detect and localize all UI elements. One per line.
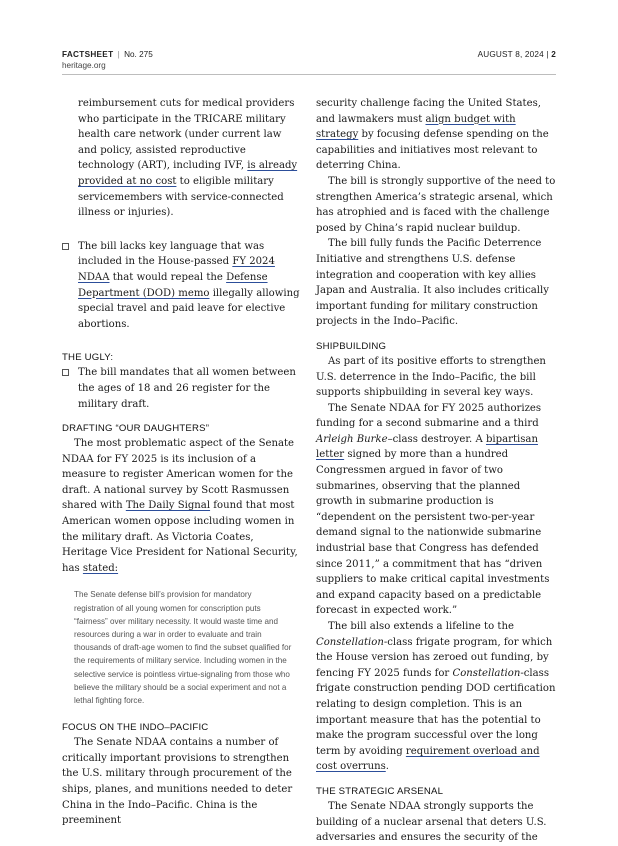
align-budget-link[interactable]: align budget with strategy bbox=[316, 113, 516, 141]
bullet-dod-memo bbox=[62, 239, 300, 333]
ship2-text-2: –class destroyer. A bbox=[387, 433, 486, 445]
arsenal-support-paragraph: The bill is strongly supportive of the need to strengthen America’s strategic arsenal, which has atrophied and is faced with the challenge posed by China’s rapid nuclear buildup. bbox=[316, 175, 556, 234]
indo-pacific-paragraph: The Senate NDAA contains a number of critically important provisions to strengthen the U.S. military through procurement of the ships, planes, and munitions needed to deter China in the Indo–Pacific. China is the preeminent bbox=[62, 737, 293, 827]
draft-bullet-text: The bill mandates that all women between the ages of 18 and 26 register for the military draft. bbox=[78, 367, 296, 410]
shipbuilding-paragraph-2 bbox=[316, 401, 556, 619]
left-column bbox=[62, 96, 300, 829]
dod-memo-link[interactable]: Defense Department (DOD) memo bbox=[78, 271, 268, 299]
strategic-arsenal-paragraph: The Senate NDAA strongly supports the building of a nuclear arsenal that deters U.S. adversaries and ensures the security of the bbox=[316, 800, 547, 844]
bipartisan-letter-link[interactable]: bipartisan letter bbox=[316, 433, 538, 461]
dod-memo-paragraph bbox=[78, 239, 300, 333]
site-link[interactable]: heritage.org bbox=[62, 61, 106, 70]
ivf-cost-link[interactable]: is already provided at no cost bbox=[78, 160, 298, 187]
heading-focus-indo-pacific: FOCUS ON THE INDO–PACIFIC bbox=[62, 722, 209, 734]
shipbuilding-paragraph-1: As part of its positive efforts to strengthen U.S. deterrence in the Indo–Pacific, the bill supports shipbuilding in several key ways. bbox=[316, 355, 546, 399]
constellation-text-1: Constellation bbox=[316, 636, 384, 648]
daughters-text-1: The most problematic aspect of the Senate NDAA for FY 2025 is its inclusion of a measure to register American women for the draft. A national survey by Scott Rasmussen shared with bbox=[62, 438, 295, 512]
constellation-text-2: Constellation bbox=[452, 667, 521, 679]
stated-link[interactable]: stated: bbox=[82, 562, 119, 574]
pdi-paragraph: The bill fully funds the Pacific Deterrence Initiative and strengthens U.S. defense integration and cooperation with key allies Japan and Australia. It also includes critically important funding for military construction projects in the Indo–Pacific. bbox=[316, 238, 549, 328]
bullet-continuation bbox=[62, 96, 300, 221]
ship3-text-2: -class frigate program, for which the House version has zeroed out funding, by fencing FY 2025 funds for bbox=[316, 636, 553, 679]
cont-text-2: by focusing defense spending on the capabilities and initiatives most relevant to deterring China. bbox=[316, 129, 549, 172]
page-header bbox=[62, 49, 556, 73]
header-separator: | bbox=[117, 50, 120, 59]
ship2-text-1: The Senate NDAA for FY 2025 authorizes funding for a second submarine and a third bbox=[316, 402, 542, 430]
ship3-text-1: The bill also extends a lifeline to the bbox=[328, 621, 514, 632]
continuation-paragraph bbox=[316, 96, 556, 174]
heading-drafting-our-daughters: DRAFTING “OUR DAUGHTERS” bbox=[62, 423, 210, 435]
ship3-text-3: -class frigate construction pending DOD certification relating to design completion. This is an important measure that has the potential to make the program successful over the long term by avoiding bbox=[316, 667, 556, 757]
cont-text-1: security challenge facing the United States, and lawmakers must bbox=[316, 98, 541, 125]
header-rule bbox=[62, 74, 556, 75]
daughters-text-2: found that most American women oppose including women in the military draft. As Victoria Coates, Heritage Vice President for National Security, has bbox=[62, 500, 298, 574]
right-column bbox=[316, 96, 556, 846]
heading-shipbuilding: SHIPBUILDING bbox=[316, 340, 387, 352]
daughters-paragraph bbox=[62, 436, 300, 576]
factsheet-label: FACTSHEET bbox=[62, 50, 114, 59]
header-date-separator: | bbox=[546, 50, 549, 59]
bullet-draft bbox=[62, 365, 300, 412]
header-right bbox=[478, 49, 556, 60]
issue-number: No. 275 bbox=[124, 50, 153, 59]
dod-text-2: that would repeal the bbox=[109, 271, 227, 283]
intro-text-2: to eligible military servicemembers with service-connected illness or injuries). bbox=[78, 175, 284, 219]
coates-quote: The Senate defense bill’s provision for mandatory registration of all young women for conscription puts “fairness” over military necessity. It would waste time and resources during a war in order to evaluate and train thousands of draft-age women to find the subset qualified for the requirements of military service. Including women in the selective service is pointless virtue-signaling from those who believe the military should be a social experiment and not a lethal fighting force. bbox=[74, 590, 292, 706]
fy2024-ndaa-link[interactable]: FY 2024 NDAA bbox=[78, 256, 275, 283]
shipbuilding-paragraph-3 bbox=[316, 619, 556, 775]
dod-text-3: illegally allowing special travel and paid leave for elective abortions. bbox=[78, 287, 300, 330]
bullet-square-icon bbox=[62, 369, 69, 376]
dod-text-1: The bill lacks key language that was included in the House-passed bbox=[78, 240, 265, 268]
heading-strategic-arsenal: THE STRATEGIC ARSENAL bbox=[316, 785, 444, 797]
ship2-text-3: signed by more than a hundred Congressmen argued in favor of two submarines, observing that the planned growth in submarine production is “dependent on the persistent two-per-year demand signal to the nationwide submarine industrial base that Congress has defended since 2011,” a commitment that has “driven suppliers to make critical capital investments and expand capacity based on a predictable forecast in expected work.” bbox=[316, 449, 550, 617]
intro-text-1: reimbursement cuts for medical providers who participate in the TRICARE military health care network (under current law and policy, assisted reproductive technology (ART), including IVF, bbox=[78, 98, 295, 172]
publication-date: AUGUST 8, 2024 bbox=[477, 50, 544, 59]
daily-signal-link[interactable]: The Daily Signal bbox=[125, 500, 211, 512]
page-number: 2 bbox=[551, 50, 556, 59]
intro-paragraph bbox=[78, 96, 300, 221]
header-left bbox=[62, 49, 153, 71]
bullet-square-icon bbox=[62, 243, 69, 250]
heading-the-ugly: THE UGLY: bbox=[62, 352, 114, 364]
ship3-text-4: . bbox=[385, 761, 389, 773]
requirement-overload-link[interactable]: requirement overload and cost overruns bbox=[316, 745, 540, 773]
arleigh-burke-text: Arleigh Burke bbox=[316, 433, 388, 445]
